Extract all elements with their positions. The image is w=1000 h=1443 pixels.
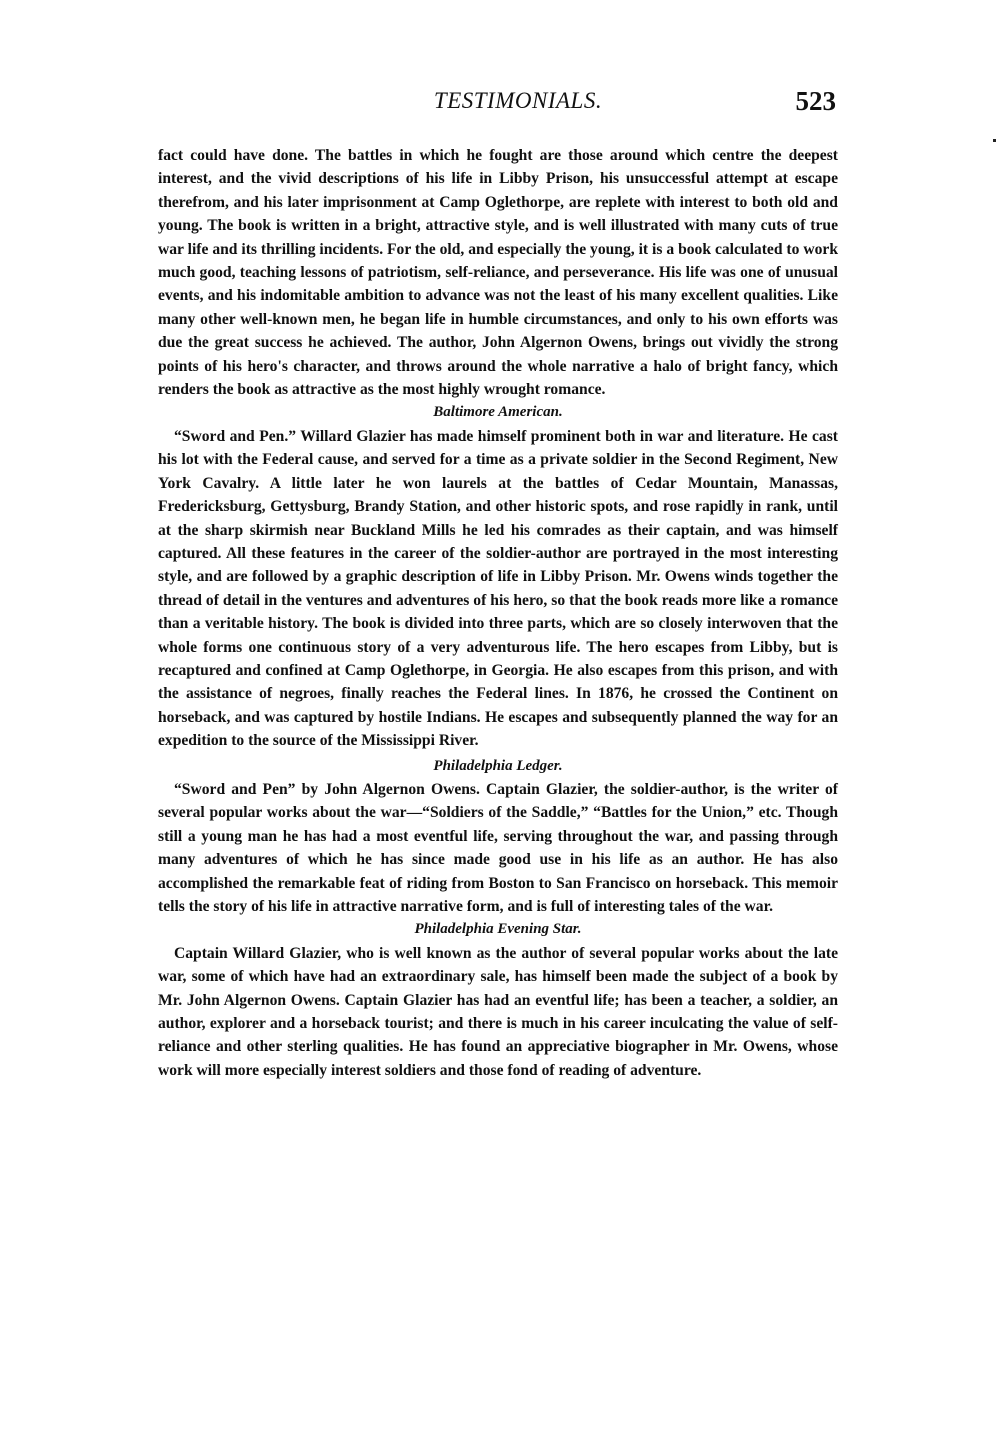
continued-paragraph: fact could have done. The battles in which he fought are those around which centre the deepest interest, and the vivid descriptions of his life in Libby Prison, his unsuccessful attempt at escape therefrom, and his later imprisonment at Camp Oglethorpe, are replete with interest to both old and young. The book is written in a bright, attractive style, and is well illustrated with many cuts of true war life and its thrilling incidents. For the old, and especially the young, it is a book calculated to work much good, teaching lessons of patriotism, self-reliance, and perseverance. His life was one of unusual events, and his indomitable ambition to advance was not the least of his many excellent qualities. Like many other well-known men, he began life in humble circumstances, and only to his own efforts was due the great success he achieved. The author, John Algernon Owens, brings out vividly the strong points of his hero's character, and throws around the whole narrative a halo of bright fancy, which renders the book as attractive as the most highly wrought romance.	[158, 147, 838, 399]
source-heading-philadelphia-evening-star: Philadelphia Evening Star.	[414, 921, 582, 938]
running-title: TESTIMONIALS.	[433, 88, 603, 113]
running-head	[158, 86, 838, 126]
testimonial-paragraph: “Sword and Pen” by John Algernon Owens. Captain Glazier, the soldier-author, is the writer of several popular works about the war—“Soldiers of the Saddle,” “Battles for the Union,” etc. Though still a young man he has had a most eventful life, serving throughout the war, and passing through many adventures of which he has since made good use in his life as an author. He has also accomplished the remarkable feat of riding from Boston to San Francisco on horseback. This memoir tells the story of his life in attractive narrative form, and is full of interesting tales of the war.	[158, 780, 838, 915]
source-heading-baltimore-american: Baltimore American.	[433, 404, 563, 421]
document-page	[158, 86, 838, 1082]
testimonial-paragraph: Captain Willard Glazier, who is well known as the author of several popular works about the late war, some of which have had an extraordinary sale, has himself been made the subject of a book by Mr. John Algernon Owens. Captain Glazier has had an eventful life; has been a teacher, a soldier, an author, explorer and a horseback tourist; and there is much in his career inculcating the value of self-reliance and other sterling qualities. He has found an appreciative biographer in Mr. Owens, whose work will more especially interest soldiers and those fond of reading of adventure.	[158, 944, 838, 1079]
source-heading-philadelphia-ledger: Philadelphia Ledger.	[433, 757, 563, 774]
page-number: 523	[795, 86, 836, 116]
testimonial-paragraph: “Sword and Pen.” Willard Glazier has made himself prominent both in war and literature. He cast his lot with the Federal cause, and served for a time as a private soldier in the Second Regiment, New York Cavalry. A little later he won laurels at the battles of Cedar Mountain, Manassas, Fredericksburg, Gettysburg, Brandy Station, and other historic spots, and rose rapidly in rank, until at the sharp skirmish near Buckland Mills he led his comrades as their captain, and was himself captured. All these features in the career of the soldier-author are portrayed in the most interesting style, and are followed by a graphic description of life in Libby Prison. Mr. Owens winds together the thread of detail in the ventures and adventures of his hero, so that the book reads more like a romance than a veritable history. The book is divided into three parts, which are so closely interwoven that the whole forms one continuous story of a very adventurous life. The hero escapes from Libby, but is recaptured and confined at Camp Oglethorpe, in Georgia. He also escapes from this prison, and with the assistance of negroes, finally reaches the Federal lines. In 1876, he crossed the Continent on horseback, and was captured by hostile Indians. He escapes and subsequently planned the way for an expedition to the source of the Mississippi River.	[158, 427, 838, 750]
scan-speck	[993, 139, 996, 142]
body-text	[158, 144, 838, 1082]
